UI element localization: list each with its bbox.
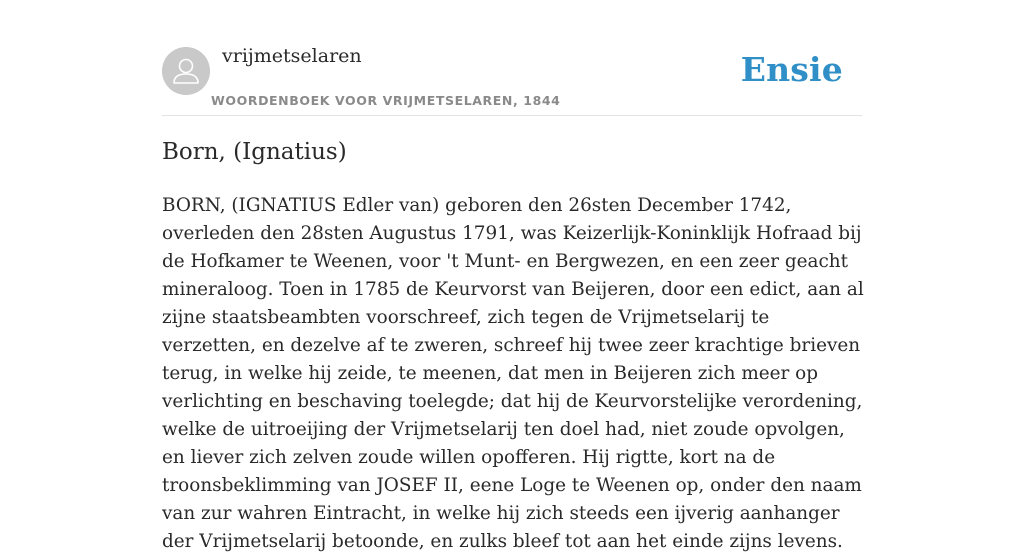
author-link[interactable]: vrijmetselaren <box>222 45 362 67</box>
entry-header <box>162 0 862 116</box>
entry-title: Born, (Ignatius) <box>162 139 347 165</box>
user-avatar-icon[interactable] <box>162 47 210 95</box>
page <box>162 0 864 552</box>
ensie-logo[interactable]: Ensie <box>740 50 843 89</box>
entry-body: BORN, (IGNATIUS Edler van) geboren den 26sten December 1742, overleden den 28sten Augustus 1791, was Keizerlijk-Koninklijk Hofraad bij de Hofkamer te Weenen, voor 't Munt- en Bergwezen, en een zeer geacht mineraloog. Toen in 1785 de Keurvorst van Beijeren, door een edict, aan al zijne staatsbeambten voorschreef, zich tegen de Vrijmetselarij te verzetten, en dezelve af te zweren, schreef hij twee zeer krachtige brieven terug, in welke hij zeide, te meenen, dat men in Beijeren zich meer op verlichting en beschaving toelegde; dat hij de Keurvorstelijke verordening, welke de uitroeijing der Vrijmetselarij ten doel had, niet zoude opvolgen, en liever zich zelven zoude willen opofferen. Hij rigtte, kort na de troonsbeklimming van JOSEF II, eene Loge te Weenen op, onder den naam van zur wahren Eintracht, in welke hij zich steeds een ijverig aanhanger der Vrijmetselarij betoonde, en zulks bleef tot aan het einde zijns levens. <box>162 195 864 552</box>
source-label[interactable]: WOORDENBOEK VOOR VRIJMETSELAREN, 1844 <box>211 93 561 108</box>
